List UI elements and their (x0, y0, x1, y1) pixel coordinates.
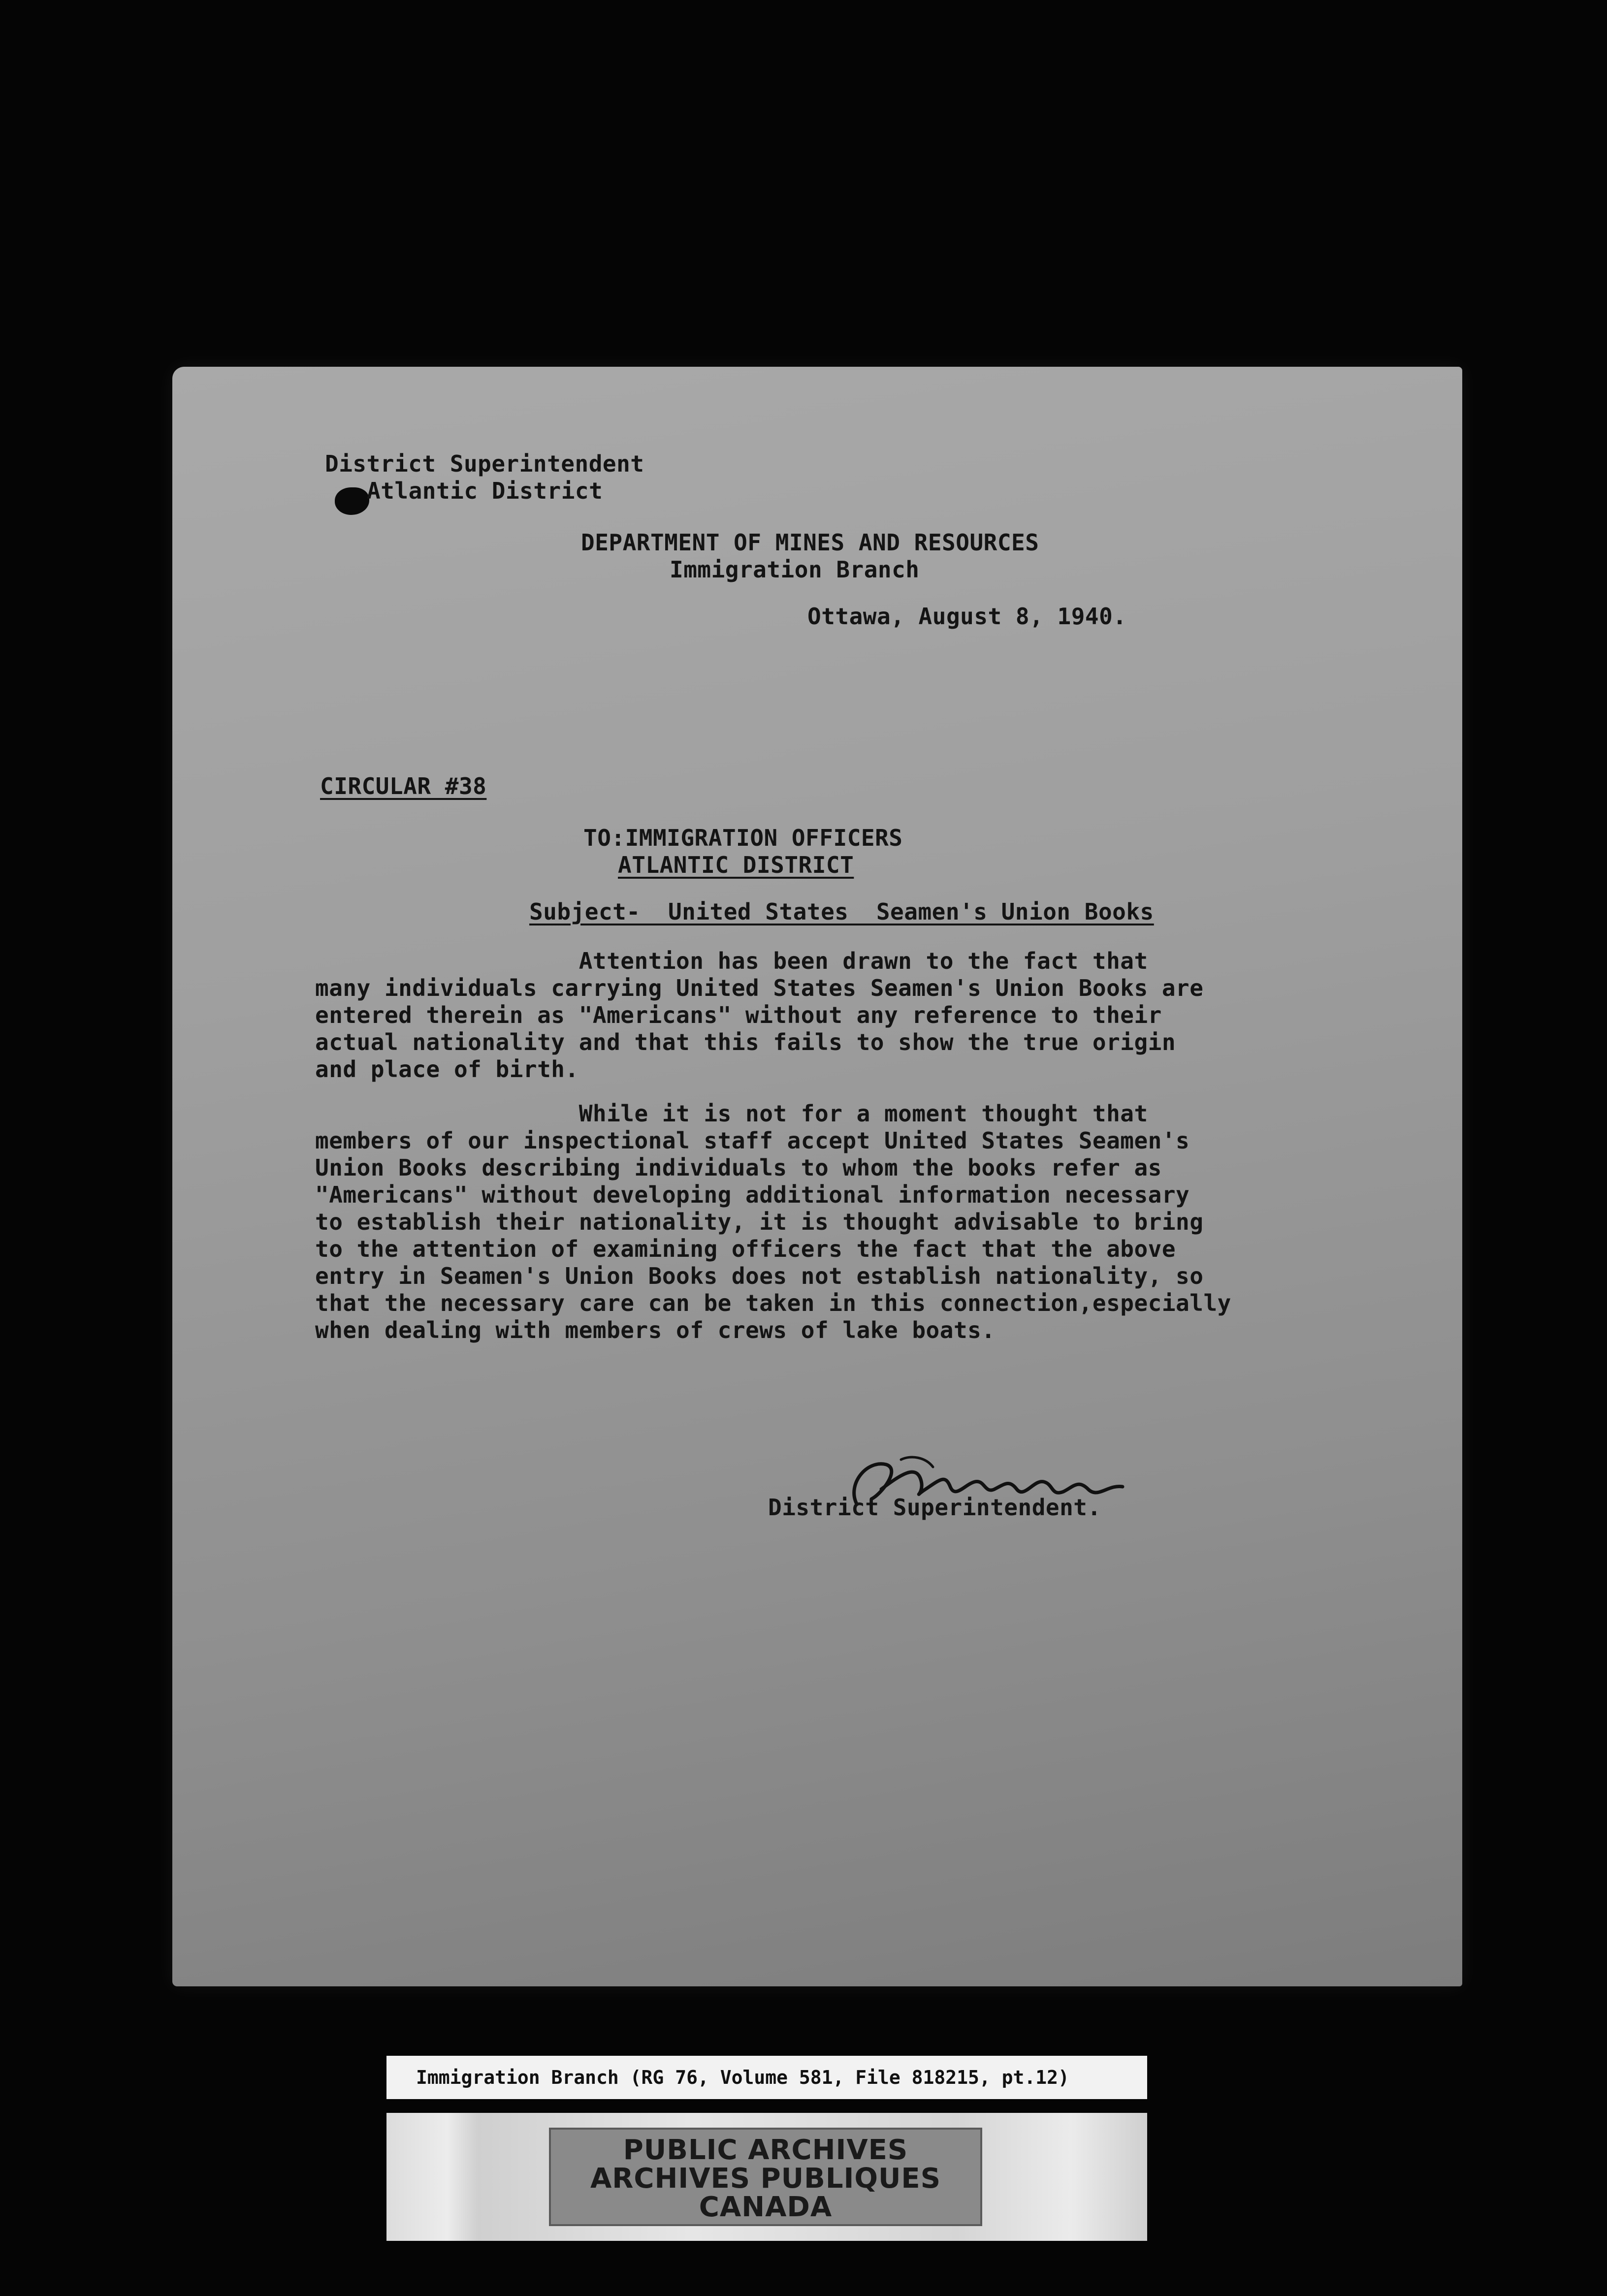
recipient-line-1: District Superintendent (325, 450, 644, 477)
paragraph-2 (315, 1100, 1231, 1344)
paragraph-line: entry in Seamen's Union Books does not establish nationality, so (315, 1263, 1204, 1289)
paragraph-line: While it is not for a moment thought that (315, 1100, 1148, 1127)
stamp-line-1: PUBLIC ARCHIVES (623, 2134, 908, 2166)
paragraph-1 (315, 948, 1203, 1083)
paragraph-line: and place of birth. (315, 1056, 579, 1083)
archive-stamp-bar (386, 2113, 1147, 2241)
paragraph-line: to the attention of examining officers the fact that the above (315, 1236, 1176, 1262)
archive-reference-label (386, 2056, 1147, 2099)
stamp-line-3: CANADA (699, 2191, 833, 2223)
paragraph-line: Attention has been drawn to the fact that (315, 948, 1148, 974)
circular-number: CIRCULAR #38 (320, 773, 487, 799)
signature-title: District Superintendent. (768, 1494, 1101, 1521)
stamp-line-2: ARCHIVES PUBLIQUES (590, 2163, 941, 2195)
archive-stamp (549, 2128, 982, 2226)
paragraph-line: many individuals carrying United States Seamen's Union Books are (315, 975, 1204, 1001)
paragraph-line: "Americans" without developing additional information necessary (315, 1181, 1190, 1208)
paragraph-line: members of our inspectional staff accept United States Seamen's (315, 1127, 1190, 1154)
recipient-line-2: Atlantic District (367, 478, 603, 504)
paragraph-line: entered therein as "Americans" without any reference to their (315, 1002, 1162, 1028)
letter-page (172, 367, 1462, 1986)
archive-reference-text: Immigration Branch (RG 76, Volume 581, File 818215, pt.12) (416, 2067, 1069, 2088)
paragraph-line: Union Books describing individuals to whom the books refer as (315, 1154, 1162, 1181)
to-line-2: ATLANTIC DISTRICT (618, 852, 854, 878)
paragraph-line: when dealing with members of crews of lake boats. (315, 1317, 996, 1343)
branch-heading: Immigration Branch (670, 556, 920, 583)
paragraph-line: to establish their nationality, it is thought advisable to bring (315, 1209, 1204, 1235)
to-line-1: TO:IMMIGRATION OFFICERS (583, 825, 903, 851)
paragraph-line: actual nationality and that this fails to show the true origin (315, 1029, 1176, 1055)
department-heading: DEPARTMENT OF MINES AND RESOURCES (581, 529, 1039, 556)
subject-line: Subject- United States Seamen's Union Books (529, 898, 1154, 925)
ink-blot (335, 487, 369, 515)
paragraph-line: that the necessary care can be taken in this connection,especially (315, 1290, 1231, 1316)
date-line: Ottawa, August 8, 1940. (807, 603, 1127, 630)
